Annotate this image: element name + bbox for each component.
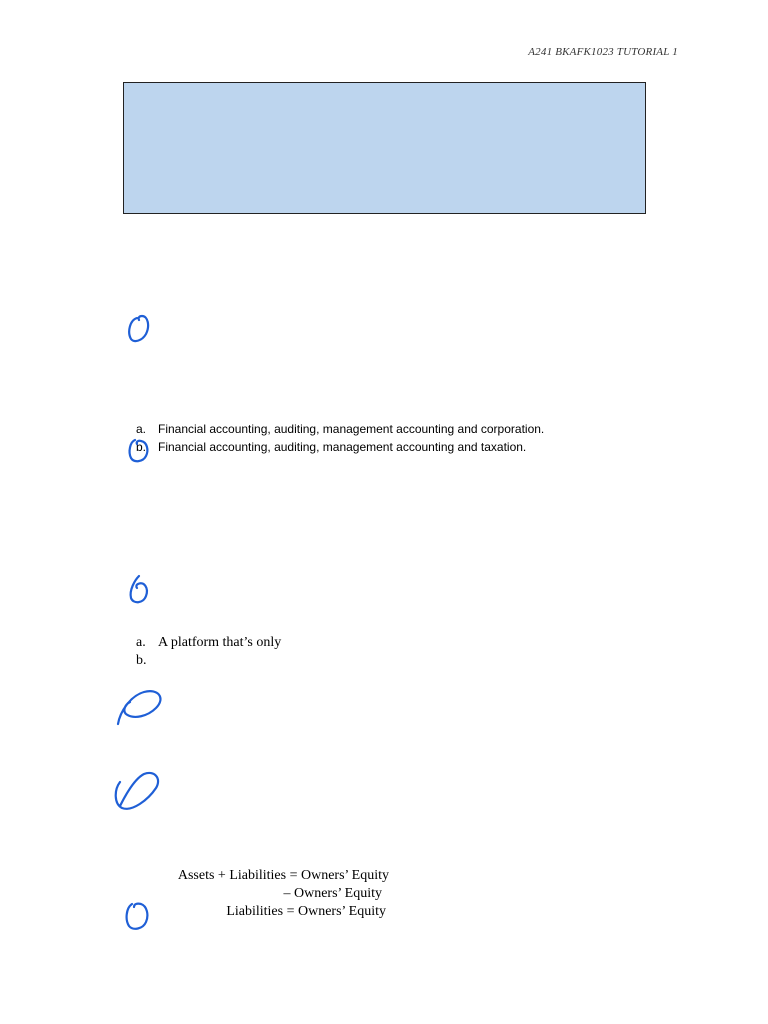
option-letter: b. [136, 653, 147, 668]
option-text: Financial accounting, auditing, management accounting and corporation. [158, 422, 545, 436]
option-2b [136, 652, 281, 670]
handwritten-mark-2 [124, 572, 158, 608]
handwritten-mark-3 [112, 686, 168, 730]
handwritten-circle-1b [126, 436, 154, 466]
title-box [123, 82, 646, 214]
option-letter: b. [136, 440, 147, 454]
handwritten-mark-4 [110, 768, 168, 816]
equation-line-2: – Owners’ Equity [283, 886, 382, 901]
course-header: A241 BKAFK1023 TUTORIAL 1 [528, 46, 678, 58]
handwritten-mark-5 [122, 898, 156, 934]
equation-line-1: Assets + Liabilities = Owners’ Equity [177, 868, 389, 883]
option-2a [136, 634, 281, 652]
question-2-options [136, 634, 281, 670]
handwritten-mark-1 [124, 310, 158, 346]
option-1a [136, 420, 544, 438]
option-1b [136, 438, 544, 456]
option-letter: a. [136, 422, 147, 436]
question-1-options [136, 420, 544, 456]
option-text: A platform that’s only [158, 635, 282, 650]
equation-line-3: Liabilities = Owners’ Equity [226, 904, 386, 919]
option-text: Financial accounting, auditing, management accounting and taxation. [158, 440, 527, 454]
option-letter: a. [136, 635, 146, 650]
